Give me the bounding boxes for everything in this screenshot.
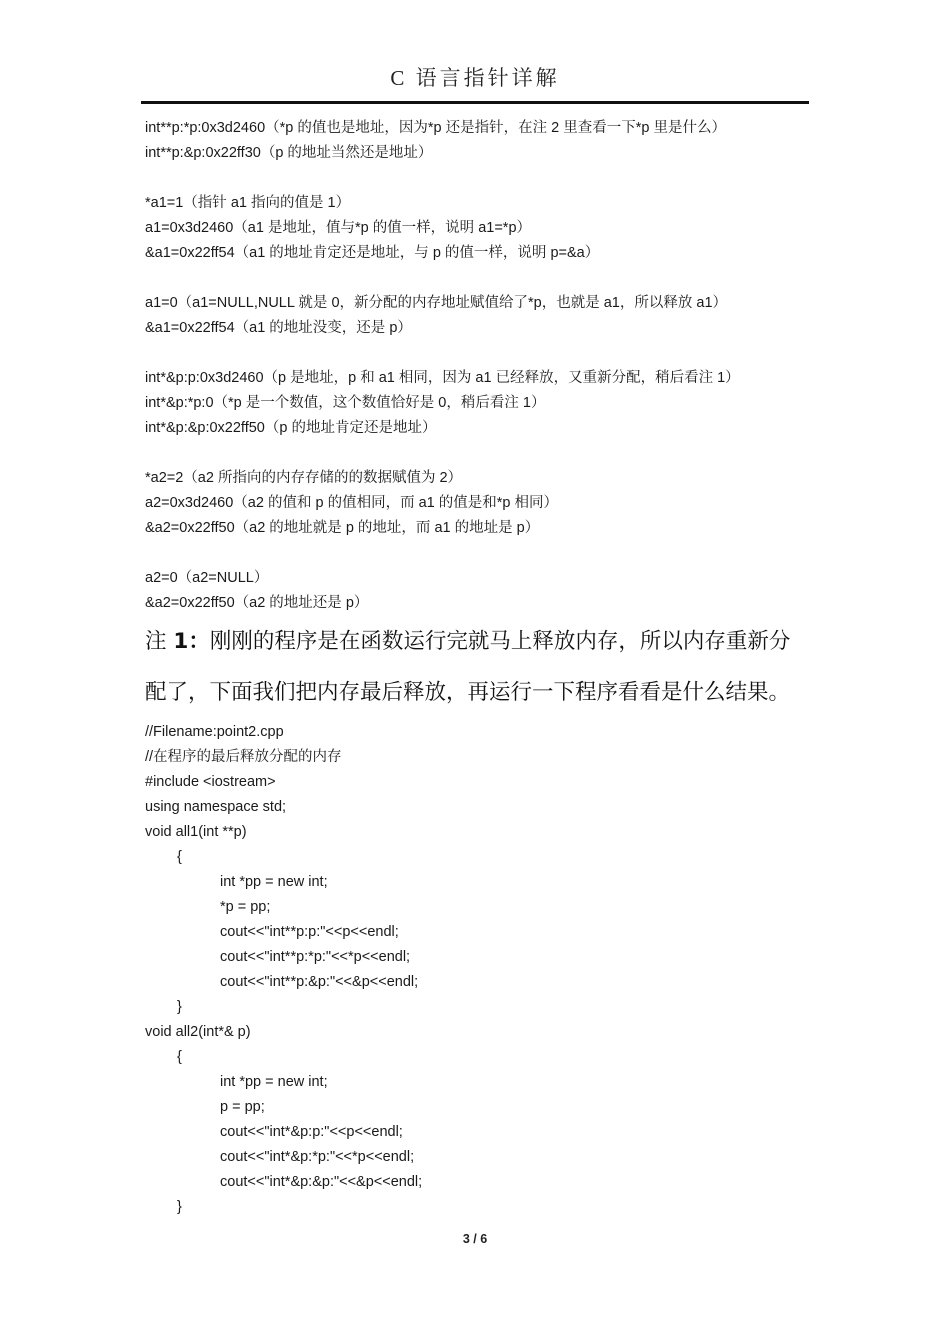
code-line: int *pp = new int; xyxy=(220,1074,328,1090)
code-line: //在程序的最后释放分配的内存 xyxy=(145,749,342,765)
code-line: *p = pp; xyxy=(220,899,271,915)
code-line: //Filename:point2.cpp xyxy=(145,724,284,740)
output-line: int*&p:p:0x3d2460（p 是地址，p 和 a1 相同，因为 a1 已经释放，又重新分配，稍后看注 1） xyxy=(145,370,740,386)
output-line: int**p:*p:0x3d2460（*p 的值也是地址，因为*p 还是指针，在注 2 里查看一下*p 里是什么） xyxy=(145,120,726,136)
blank-line xyxy=(145,341,815,366)
code-line: void all2(int*& p) xyxy=(145,1024,251,1040)
code-line: using namespace std; xyxy=(145,799,287,815)
code-line: void all1(int **p) xyxy=(145,824,247,840)
code-line: cout<<"int**p:&p:"<<&p<<endl; xyxy=(220,974,419,990)
page-header-title: C 语言指针详解 xyxy=(390,66,560,90)
blank-line xyxy=(145,441,815,466)
blank-line xyxy=(145,541,815,566)
output-line: a2=0x3d2460（a2 的值和 p 的值相同，而 a1 的值是和*p 相同） xyxy=(145,495,558,511)
note-line-2: 配了，下面我们把内存最后释放，再运行一下程序看看是什么结果。 xyxy=(145,680,791,705)
code-line: { xyxy=(177,849,182,865)
output-line: &a1=0x22ff54（a1 的地址没变，还是 p） xyxy=(145,320,412,336)
output-line: *a2=2（a2 所指向的内存存储的的数据赋值为 2） xyxy=(145,470,463,486)
note-text-1: 刚刚的程序是在函数运行完就马上释放内存，所以内存重新分 xyxy=(209,629,791,654)
note-number: 1 xyxy=(173,629,189,654)
code-line: { xyxy=(177,1049,182,1065)
code-line: } xyxy=(177,1199,182,1215)
output-line: int*&p:*p:0（*p 是一个数值，这个数值恰好是 0，稍后看注 1） xyxy=(145,395,546,411)
code-line: } xyxy=(177,999,182,1015)
output-line: *a1=1（指针 a1 指向的值是 1） xyxy=(145,195,351,211)
output-line: a1=0x3d2460（a1 是地址，值与*p 的值一样，说明 a1=*p） xyxy=(145,220,532,236)
code-line: #include <iostream> xyxy=(145,774,276,790)
output-line: &a2=0x22ff50（a2 的地址就是 p 的地址，而 a1 的地址是 p） xyxy=(145,520,540,536)
note-1 xyxy=(145,616,815,718)
code-line: cout<<"int*&p:*p:"<<*p<<endl; xyxy=(220,1149,415,1165)
blank-line xyxy=(145,266,815,291)
code-line: cout<<"int*&p:&p:"<<&p<<endl; xyxy=(220,1174,423,1190)
header-divider xyxy=(141,101,809,104)
code-line: int *pp = new int; xyxy=(220,874,328,890)
note-prefix: 注 xyxy=(145,629,174,654)
output-line: &a1=0x22ff54（a1 的地址肯定还是地址，与 p 的值一样，说明 p=&a） xyxy=(145,245,600,261)
code-line: cout<<"int**p:*p:"<<*p<<endl; xyxy=(220,949,411,965)
output-line: int**p:&p:0x22ff30（p 的地址当然还是地址） xyxy=(145,145,433,161)
note-line-1 xyxy=(145,616,815,667)
code-line: p = pp; xyxy=(220,1099,265,1115)
page-number: 3 / 6 xyxy=(462,1232,488,1246)
blank-line xyxy=(145,166,815,191)
output-line: a2=0（a2=NULL） xyxy=(145,570,269,586)
output-line: &a2=0x22ff50（a2 的地址还是 p） xyxy=(145,595,369,611)
note-colon: ： xyxy=(188,629,210,654)
page-body xyxy=(145,116,815,1220)
output-line: a1=0（a1=NULL,NULL 就是 0，新分配的内存地址赋值给了*p，也就是 a1，所以释放 a1） xyxy=(145,295,728,311)
output-line: int*&p:&p:0x22ff50（p 的地址肯定还是地址） xyxy=(145,420,437,436)
output-explanation-block xyxy=(145,116,815,616)
code-listing xyxy=(145,720,815,1220)
code-line: cout<<"int**p:p:"<<p<<endl; xyxy=(220,924,399,940)
code-line: cout<<"int*&p:p:"<<p<<endl; xyxy=(220,1124,403,1140)
